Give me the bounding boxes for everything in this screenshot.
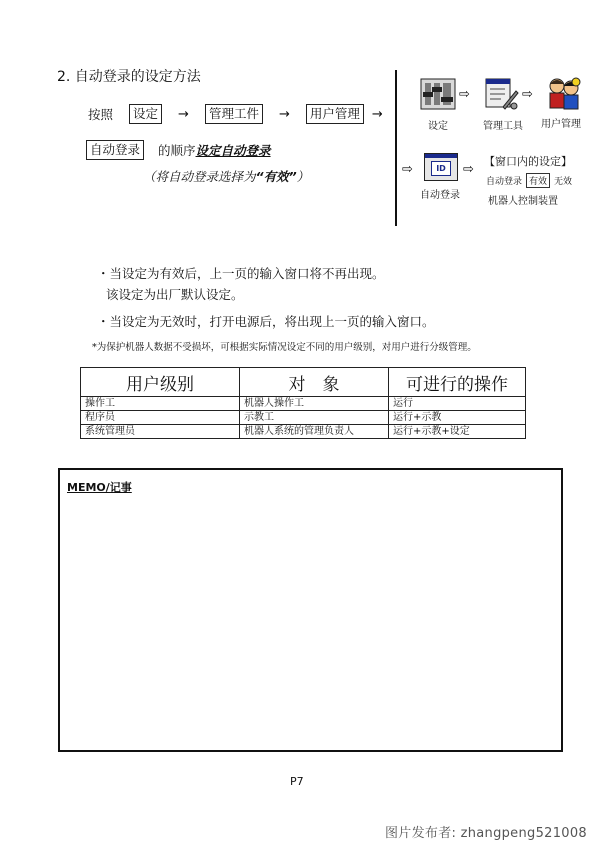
flow-prefix: 按照: [88, 107, 114, 122]
header-user-level: 用户级别: [81, 368, 240, 397]
header-target: 对 象: [240, 368, 389, 397]
table-cell: 机器人系统的管理负责人: [240, 425, 389, 439]
table-row: [81, 425, 526, 439]
users-caption: 用户管理: [541, 119, 581, 130]
arrow-icon: ⇨: [459, 87, 470, 102]
table-cell: 运行: [389, 397, 526, 411]
settings-icon-group: [420, 78, 456, 110]
user-level-table: [80, 367, 526, 439]
flow-step-user-management: 用户管理: [306, 104, 364, 124]
id-badge: ID: [431, 161, 451, 176]
vertical-divider: [395, 70, 397, 226]
note-suffix: ）: [296, 169, 310, 184]
settings-caption: 设定: [428, 121, 448, 132]
page-number: P7: [290, 775, 304, 788]
bullet-invalid: ・当设定为无效时，打开电源后，将出现上一页的输入窗口。: [97, 314, 435, 329]
option-invalid: 无效: [554, 177, 573, 187]
table-cell: 运行+示教: [389, 411, 526, 425]
memo-box: [58, 468, 563, 752]
flow-order-text: 的顺序: [158, 143, 196, 158]
flow-step-manage-work: 管理工件: [205, 104, 263, 124]
section-title: 2. 自动登录的设定方法: [57, 69, 201, 85]
flow-step-auto-login: 自动登录: [86, 140, 144, 160]
tools-icon: [483, 77, 519, 109]
flow-arrow: →: [178, 106, 189, 122]
users-icon-group: [546, 76, 582, 108]
settings-icon: [420, 78, 456, 110]
auto-login-icon-group: [424, 153, 458, 181]
table-cell: 运行+示教+设定: [389, 425, 526, 439]
flow-action: 设定自动登录: [195, 143, 271, 158]
footnote: *为保护机器人数据不受损坏，可根据实际情况设定不同的用户级别，对用户进行分级管理。: [92, 342, 477, 353]
arrow-icon: ⇨: [402, 162, 413, 177]
header-operations: 可进行的操作: [389, 368, 526, 397]
note-prefix: （将自动登录选择为: [143, 169, 256, 184]
tools-caption: 管理工具: [483, 121, 523, 132]
bullet-valid-line1: ・当设定为有效后，上一页的输入窗口将不再出现。: [97, 266, 385, 281]
flow-step-settings: 设定: [129, 104, 162, 124]
flow-arrow: →: [278, 106, 290, 122]
auto-login-caption: 自动登录: [420, 190, 460, 201]
auto-login-option: [486, 173, 572, 188]
table-cell: 程序员: [81, 411, 240, 425]
memo-title: MEMO/记事: [67, 481, 132, 494]
publisher-watermark: 图片发布者: zhangpeng521008: [385, 826, 587, 841]
table-header-row: [81, 368, 526, 397]
note-value: “有效”: [255, 169, 297, 184]
tools-icon-group: [483, 77, 519, 109]
table-cell: 机器人操作工: [240, 397, 389, 411]
users-icon: [546, 76, 582, 108]
option-valid: 有效: [526, 173, 550, 188]
table-row: [81, 411, 526, 425]
auto-login-icon: [424, 153, 458, 181]
table-cell: 系统管理员: [81, 425, 240, 439]
arrow-icon: ⇨: [522, 87, 533, 102]
flow-arrow: →: [371, 106, 383, 122]
auto-login-note: [143, 167, 309, 185]
table-row: [81, 397, 526, 411]
bullet-valid-line2: 该设定为出厂默认设定。: [106, 287, 244, 302]
procedure-flow: [88, 104, 383, 124]
table-cell: 示教工: [240, 411, 389, 425]
procedure-flow-continued: [86, 140, 271, 160]
controller-label: 机器人控制装置: [488, 196, 558, 207]
arrow-icon: ⇨: [463, 162, 474, 177]
option-label: 自动登录: [486, 177, 523, 187]
table-cell: 操作工: [81, 397, 240, 411]
window-settings-title: 【窗口内的设定】: [484, 155, 572, 168]
